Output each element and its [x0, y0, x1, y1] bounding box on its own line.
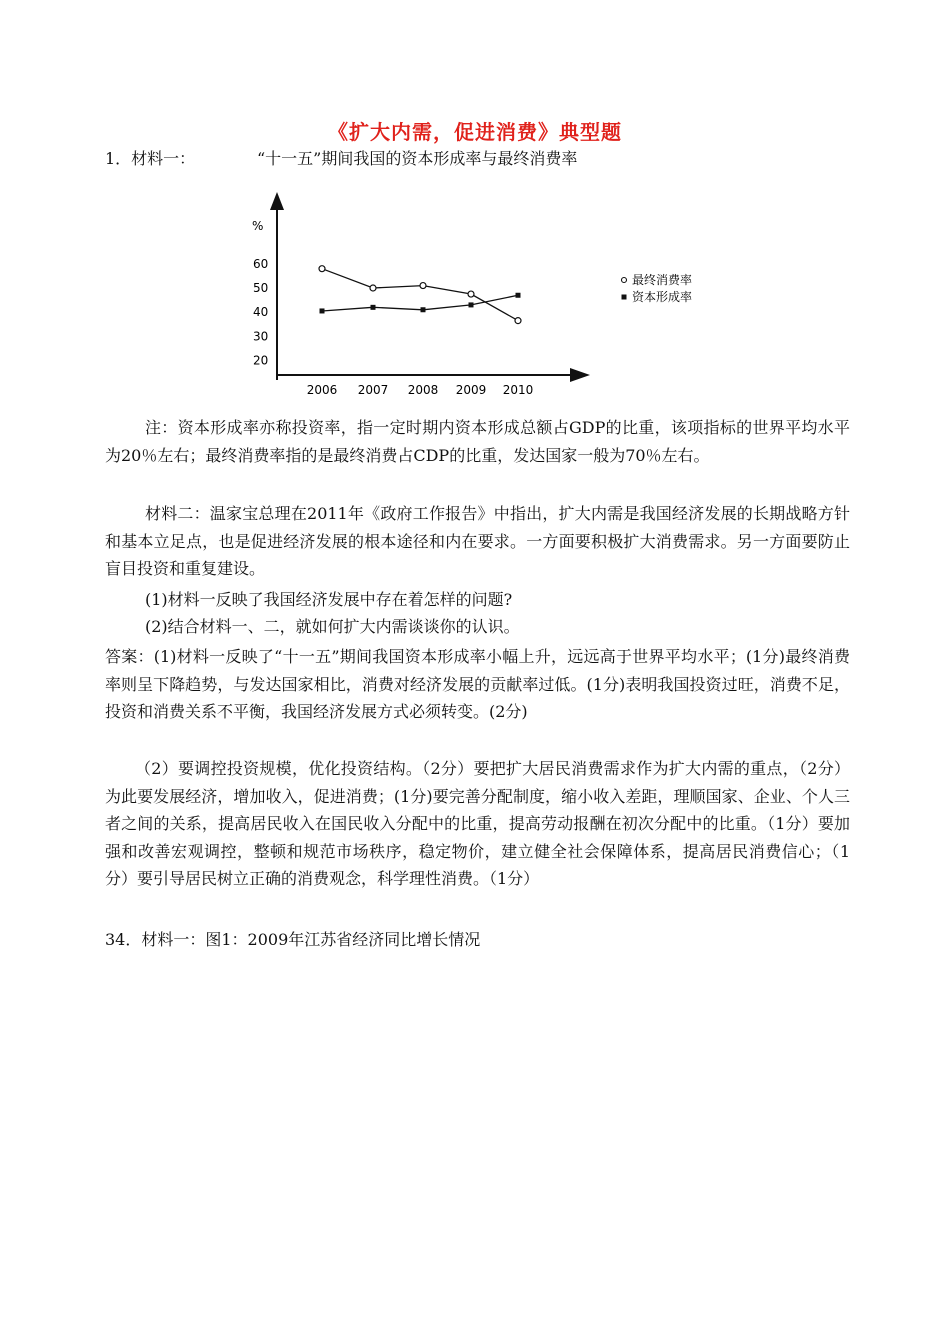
- note-paragraph: 注：资本形成率亦称投资率，指一定时期内资本形成总额占GDP的比重，该项指标的世界平均水平为20％左右；最终消费率指的是最终消费占CDP的比重，发达国家一般为70％左右。: [105, 418, 850, 465]
- y-tick-label: 50: [253, 281, 269, 295]
- y-tick-label: 40: [253, 305, 269, 320]
- page-title: 《扩大内需，促进消费》典型题: [328, 120, 622, 144]
- legend-marker-square: [622, 295, 627, 300]
- chart-legend: [622, 272, 693, 304]
- y-axis-arrow: [270, 192, 284, 210]
- question-34-header: 34．材料一：图1：2009年江苏省经济同比增长情况: [105, 930, 481, 949]
- data-point-square: [421, 307, 426, 312]
- data-point-circle: [515, 318, 521, 324]
- line-chart: [245, 190, 715, 405]
- data-point-square: [371, 305, 376, 310]
- x-axis-arrow: [570, 368, 590, 382]
- data-point-circle: [319, 266, 325, 272]
- answer-2-paragraph: （2）要调控投资规模，优化投资结构。（2分）要把扩大居民消费需求作为扩大内需的重点，（2分）为此要发展经济，增加收入，促进消费；(1分)要完善分配制度，缩小收入差距，理顺国家、企业、个人三者之间的关系，提高居民收入在国民收入分配中的比重，提高劳动报酬在初次分配中的比重。（1分）要加强和改善宏观调控，整顿和规范市场秩序，稳定物价，建立健全社会保障体系，提高居民消费信心；（1分）要引导居民树立正确的消费观念，科学理性消费。（1分）: [105, 759, 850, 888]
- legend-label: 资本形成率: [632, 290, 693, 304]
- legend-label: 最终消费率: [632, 273, 693, 287]
- series-line: [322, 269, 518, 321]
- x-tick-labels: [307, 383, 534, 397]
- series-line: [322, 295, 518, 311]
- data-point-circle: [420, 283, 426, 289]
- question-1-header: [105, 148, 850, 170]
- chart-caption: “十一五”期间我国的资本形成率与最终消费率: [257, 149, 578, 168]
- series-markers: [319, 266, 521, 324]
- question-1-label: 1．材料一：: [105, 149, 196, 168]
- y-tick-label: 30: [253, 329, 269, 344]
- x-tick-label: 2010: [502, 383, 534, 397]
- question-1-sub-1: (1)材料一反映了我国经济发展中存在着怎样的问题?: [145, 590, 513, 609]
- y-tick-label: 60: [253, 256, 269, 271]
- material-2-paragraph: 材料二：温家宝总理在2011年《政府工作报告》中指出，扩大内需是我国经济发展的长期战略方针和基本立足点，也是促进经济发展的根本途径和内在要求。一方面要积极扩大消费需求。另一方面要防止盲目投资和重复建设。: [105, 504, 850, 578]
- legend-marker-circle: [622, 278, 627, 283]
- data-point-circle: [468, 291, 474, 297]
- series-lines: [322, 269, 518, 321]
- data-point-square: [320, 308, 325, 313]
- data-point-square: [469, 302, 474, 307]
- data-point-square: [516, 293, 521, 298]
- x-tick-label: 2009: [455, 383, 487, 397]
- question-1-sub-2: (2)结合材料一、二，就如何扩大内需谈谈你的认识。: [145, 617, 520, 636]
- x-tick-label: 2006: [306, 383, 338, 397]
- answer-1-paragraph: 答案：(1)材料一反映了“十一五”期间我国资本形成率小幅上升，远远高于世界平均水平；(1分)最终消费率则呈下降趋势，与发达国家相比，消费对经济发展的贡献率过低。(1分)表明我国投资过旺，消费不足，投资和消费关系不平衡，我国经济发展方式必须转变。(2分): [105, 647, 850, 721]
- y-axis-unit: %: [252, 219, 264, 233]
- data-point-circle: [370, 285, 376, 291]
- y-tick-label: 20: [253, 353, 269, 368]
- x-tick-label: 2008: [407, 383, 439, 397]
- y-tick-labels: [253, 257, 268, 368]
- x-tick-label: 2007: [357, 383, 389, 397]
